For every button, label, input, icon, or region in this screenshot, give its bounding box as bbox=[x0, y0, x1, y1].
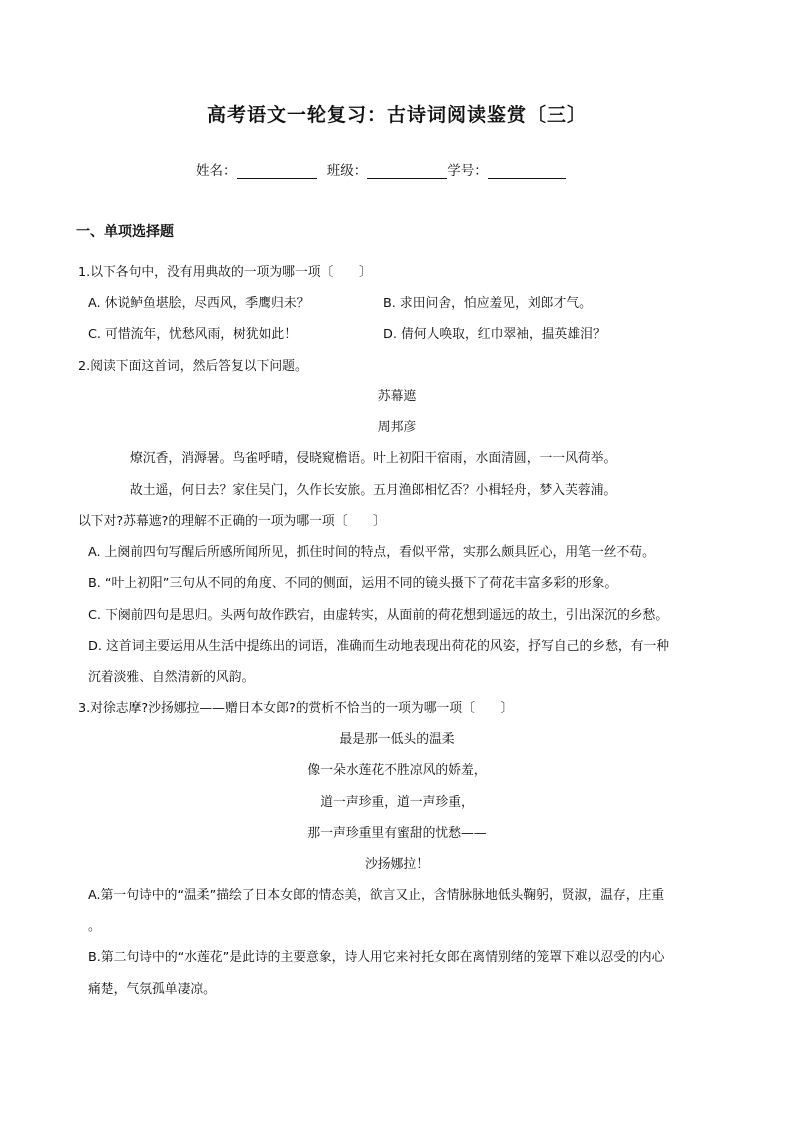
q3-poem-line-4: 那一声珍重里有蜜甜的忧愁—— bbox=[307, 826, 487, 841]
q2-option-d-line-1: D. 这首词主要运用从生活中提练出的词语，准确而生动地表现出荷花的风姿，抒写自己的乡愁，有一种 bbox=[88, 639, 670, 654]
q3-option-b-line-1: B.第二句诗中的“水莲花”是此诗的主要意象，诗人用它来衬托女郎在离情别绪的笼罩下难以忍受的内心 bbox=[88, 950, 665, 965]
q2-option-a: A. 上阕前四句写醒后所感所闻所见，抓住时间的特点，看似平常，实那么颇具匠心，用笔一丝不苟。 bbox=[88, 545, 655, 560]
q3-poem-line-2: 像一朵水莲花不胜凉风的娇羞， bbox=[307, 763, 487, 778]
q3-poem-line-1: 最是那一低头的温柔 bbox=[339, 732, 455, 747]
id-blank[interactable] bbox=[488, 164, 566, 179]
student-info bbox=[196, 159, 566, 179]
q3-poem-line-3: 道一声珍重，道一声珍重， bbox=[320, 795, 474, 810]
q2-question: 以下对?苏幕遮?的理解不正确的一项为哪一项〔 〕 bbox=[78, 514, 386, 529]
section-title: 一、单项选择题 bbox=[76, 224, 174, 240]
q2-poem-line-1: 燎沉香，消溽暑。鸟雀呼晴，侵晓窥檐语。叶上初阳干宿雨，水面清圆，一一风荷举。 bbox=[130, 451, 617, 466]
class-blank[interactable] bbox=[367, 164, 447, 179]
q1-option-b: B. 求田问舍，怕应羞见，刘郎才气。 bbox=[383, 296, 592, 311]
q2-poem-title: 苏幕遮 bbox=[377, 389, 417, 404]
q1-option-a: A. 休说鲈鱼堪脍，尽西风，季鹰归未？ bbox=[88, 296, 310, 311]
q3-stem: 3.对徐志摩?沙扬娜拉——赠日本女郎?的赏析不恰当的一项为哪一项〔 〕 bbox=[78, 701, 514, 716]
q3-option-a-line-1: A.第一句诗中的“温柔”描绘了日本女郎的情态美，欲言又止，含情脉脉地低头鞠躬，贤淑，温存，庄重 bbox=[88, 888, 665, 903]
q2-stem: 2.阅读下面这首词，然后答复以下问题。 bbox=[78, 359, 308, 374]
page-title: 高考语文一轮复习：古诗词阅读鉴赏〔三〕 bbox=[206, 104, 587, 126]
q3-option-b-line-2: 痛楚，气氛孤单凄凉。 bbox=[88, 982, 216, 997]
q1-option-d: D. 倩何人唤取，红巾翠袖，揾英雄泪？ bbox=[383, 327, 606, 342]
q3-poem-line-5: 沙扬娜拉！ bbox=[365, 857, 429, 872]
name-blank[interactable] bbox=[237, 164, 317, 179]
class-label: 班级： bbox=[326, 163, 368, 179]
q2-poem-author: 周邦彦 bbox=[377, 420, 417, 435]
q3-option-a-line-2: 。 bbox=[88, 919, 101, 934]
name-label: 姓名： bbox=[196, 163, 237, 179]
q2-option-c: C. 下阕前四句是思归。头两句故作跌宕，由虚转实，从面前的荷花想到遥远的故土，引出深沉的乡愁。 bbox=[88, 608, 669, 623]
q1-option-c: C. 可惜流年，忧愁风雨，树犹如此！ bbox=[88, 327, 298, 342]
q2-option-b: B. “叶上初阳”三句从不同的角度、不同的侧面，运用不同的镜头摄下了荷花丰富多彩的形象。 bbox=[88, 576, 618, 591]
q1-stem: 1.以下各句中，没有用典故的一项为哪一项〔 〕 bbox=[78, 265, 372, 280]
q2-option-d-line-2: 沉着淡雅、自然清新的风韵。 bbox=[88, 670, 255, 685]
id-label: 学号： bbox=[447, 163, 488, 179]
q2-poem-line-2: 故土遥，何日去？家住吴门，久作长安旅。五月渔郎相忆否？小楫轻舟，梦入芙蓉浦。 bbox=[130, 483, 617, 498]
